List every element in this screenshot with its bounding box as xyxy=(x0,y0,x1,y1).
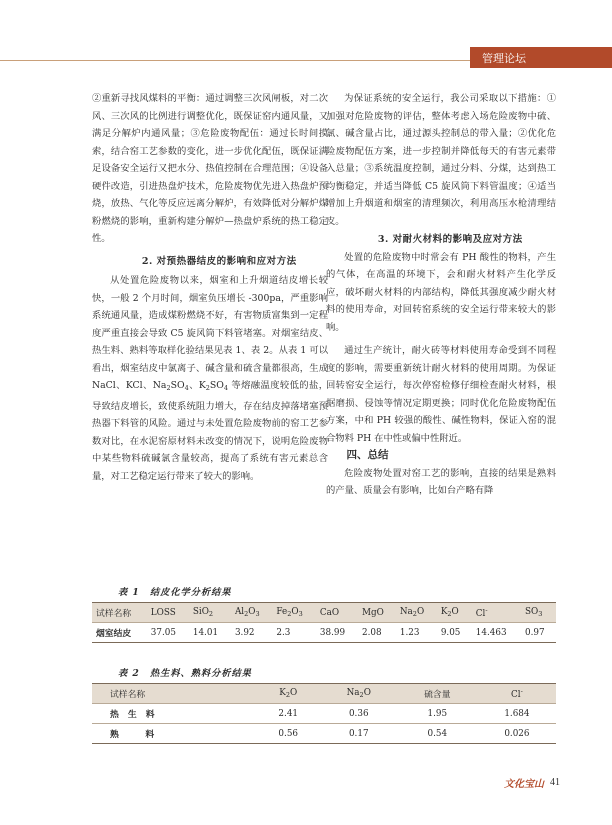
header-rule xyxy=(0,60,470,61)
magazine-logo: 文化宝山 xyxy=(504,778,544,790)
table-cell: 0.026 xyxy=(478,724,556,744)
table2-caption: 表 2 热生料、熟料分析结果 xyxy=(118,668,252,679)
paragraph: 处置的危险废物中时常会有 PH 酸性的物料，产生的气体，在高温的环境下，会和耐火材料产生化学反应，破坏耐火材料的内部结构，降低其强度减少耐火材料的使用寿命，对回转窑系统的安全运行带来较大的影响。 xyxy=(326,251,556,333)
table-header-cell: $SO_3$ xyxy=(521,603,556,623)
table1 xyxy=(92,602,556,643)
table2 xyxy=(92,683,556,744)
table-cell: 0.17 xyxy=(321,724,397,744)
subsection-heading-3: 3. 对耐火材料的影响及应对方法 xyxy=(377,234,523,245)
table-header-cell: $K_2O$ xyxy=(437,603,472,623)
table-cell: 1.23 xyxy=(396,623,437,643)
table-cell: 熟 料 xyxy=(92,724,256,744)
table-row xyxy=(92,704,556,724)
section-label: 管理论坛 xyxy=(482,51,526,65)
table-header-cell: SiO$_2$ xyxy=(189,603,231,623)
table-cell: 2.41 xyxy=(256,704,321,724)
table-cell: 2.08 xyxy=(358,623,396,643)
table-header-cell: Cl- xyxy=(472,603,521,623)
paragraph: 危险废物处置对窑工艺的影响，直接的结果是熟料的产量、质量会有影响，比如台产略有降 xyxy=(326,467,556,496)
left-column xyxy=(92,90,328,485)
table-header-cell: 试样名称 xyxy=(92,684,256,704)
table-cell: 0.54 xyxy=(397,724,478,744)
table-header-cell: MgO xyxy=(358,603,396,623)
right-column xyxy=(326,90,556,500)
table-header-cell: 硫含量 xyxy=(397,684,478,704)
table-cell: 14.01 xyxy=(189,623,231,643)
table-header-cell: $Na_2O$ xyxy=(321,684,397,704)
table-cell: 0.56 xyxy=(256,724,321,744)
table1-caption: 表 1 结皮化学分析结果 xyxy=(118,587,232,598)
paragraph: ②重新寻找风煤料的平衡：通过调整三次风闸板，对二次风、三次风的比例进行调整优化，既保证窑内通风量，又满足分解炉内通风量；③危险废物配伍：通过长时间摸索，结合窑工艺参数的变化，进一步优化配伍，既保证满足设备安全运行又把水分、热值控制在合理范围；④设备硬件改造，引进热盘炉技术，危险废物优先进入热盘炉预烧，放热、气化等反应远离分解炉，有效降低对分解炉煤粉燃烧的影响，重新构建分解炉—热盘炉系统的热工稳定性。 xyxy=(92,93,328,244)
subsection-heading-2: 2. 对预热器结皮的影响和应对方法 xyxy=(141,255,297,267)
table-cell: 热 生 料 xyxy=(92,704,256,724)
table-cell: 烟室结皮 xyxy=(92,623,147,643)
page-footer xyxy=(500,775,560,789)
table-cell: 0.97 xyxy=(521,623,556,643)
page-number: 41 xyxy=(550,776,560,788)
paragraph: 为保证系统的安全运行，我公司采取以下措施：①加强对危险废物的评估，整体考虑入场危险废物中硫、氯、碱含量占比，通过源头控制总的带入量；②优化危险废物配伍方案，进一步控制并降低每天的有害元素带入总量；③系统温度控制，通过分料、分煤，达到热工均衡稳定，并适当降低 C5 旋风筒下料管温度；④适当增加上升烟道和烟室的清理频次，利用高压水枪清理结皮。 xyxy=(326,93,556,227)
table-cell: 14.463 xyxy=(472,623,521,643)
table-cell: 3.92 xyxy=(231,623,272,643)
table-header-row xyxy=(92,603,556,623)
table-header-cell: $Na_2O$ xyxy=(396,603,437,623)
table-cell: 38.99 xyxy=(316,623,358,643)
table-header-cell: Cl- xyxy=(478,684,556,704)
table-cell: 1.684 xyxy=(478,704,556,724)
table-header-cell: LOSS xyxy=(147,603,189,623)
table-cell: 2.3 xyxy=(272,623,316,643)
paragraph: 通过生产统计，耐火砖等材料使用寿命受到不同程度的影响，需要重新统计耐火材料的使用周期。为保证回转窑安全运行，每次停窑检修仔细检查耐火材料，根据磨损、侵蚀等情况定期更换；同时优化危险废物配伍方案，中和 PH 较强的酸性、碱性物料，保证入窑的混合物料 PH 在中性或偏中性附近。 xyxy=(326,345,556,444)
table-row xyxy=(92,623,556,643)
section-tab xyxy=(470,47,612,68)
paragraph: 从处置危险废物以来，烟室和上升烟道结皮增长较快，一般 2 个月时间，烟室负压增长 -300pa，严重影响系统通风量，造成煤粉燃烧不好，有害物质富集到一定程度严重直接会导致 C5 旋风筒下料管堵塞。对烟室结皮、热生料、熟料等取样化验结果见表 1、表 2。从表 1 可以看出，烟室结皮中氯离子、碱含量和硫含量都很高，生成 NaCl、KCl、$Na_2SO_4$、$K_2SO_4$ 等熔融温度较低的盐，导致结皮增长，致使系统阻力增大，存在结皮掉落堵塞预热器下料管的风险。通过与未处置危险废物前的窑工艺参数对比，在水泥窑原材料未改变的情况下，说明危险废物中某些物料硫碱氯含量较高，提高了系统有害元素总含量，对工艺稳定运行带来了较大的影响。 xyxy=(92,275,328,482)
table-header-cell: 试样名称 xyxy=(92,603,147,623)
table-header-cell: $K_2O$ xyxy=(256,684,321,704)
table-cell: 1.95 xyxy=(397,704,478,724)
table-header-cell: CaO xyxy=(316,603,358,623)
table-cell: 9.05 xyxy=(437,623,472,643)
table-row xyxy=(92,724,556,744)
table-header-cell: $Fe_2O_3$ xyxy=(272,603,316,623)
table-header-row xyxy=(92,684,556,704)
header-bar xyxy=(0,46,612,68)
table-cell: 37.05 xyxy=(147,623,189,643)
table-cell: 0.36 xyxy=(321,704,397,724)
table-header-cell: $Al_2O_3$ xyxy=(231,603,272,623)
section-heading-4: 四、总结 xyxy=(346,449,389,461)
